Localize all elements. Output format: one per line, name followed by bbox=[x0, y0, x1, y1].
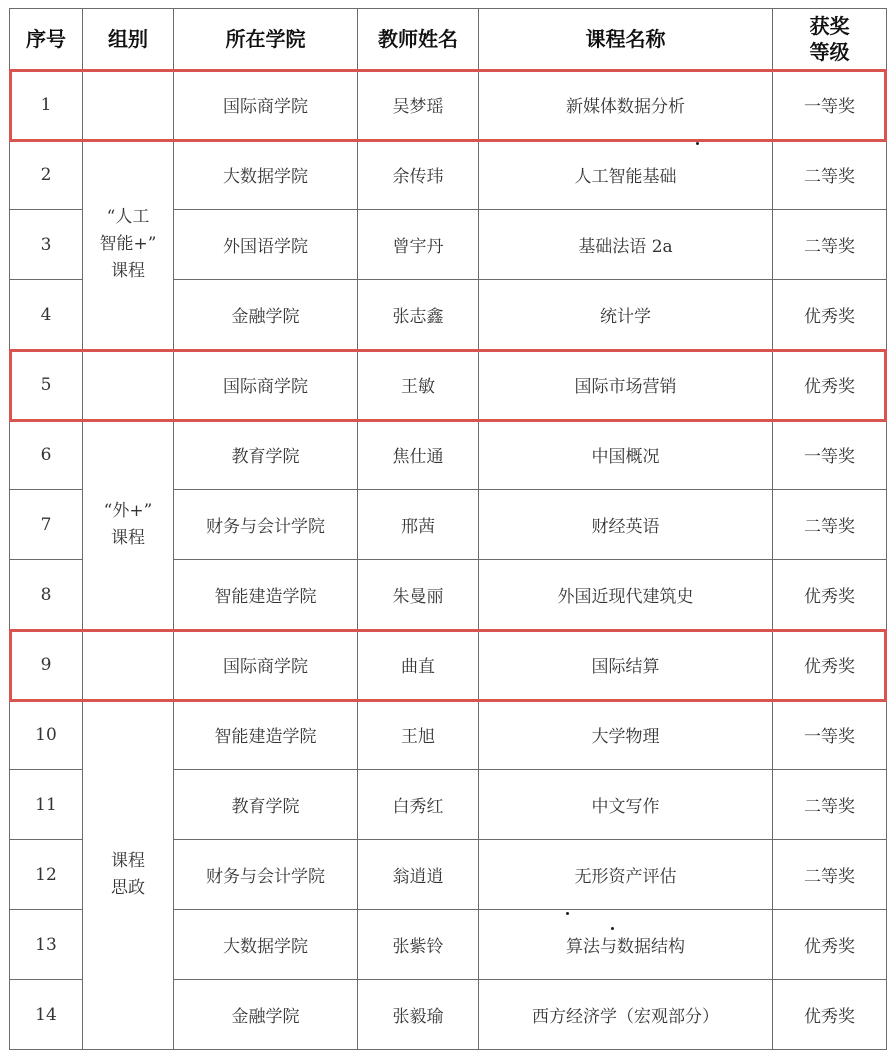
table-row bbox=[10, 350, 887, 420]
course-cell: 大学物理 bbox=[479, 700, 773, 770]
row-index: 10 bbox=[10, 700, 83, 770]
teacher-cell: 吴梦瑶 bbox=[358, 70, 479, 140]
row-index: 4 bbox=[10, 280, 83, 350]
teacher-cell: 焦仕通 bbox=[358, 420, 479, 490]
college-cell: 大数据学院 bbox=[174, 910, 358, 980]
award-cell: 优秀奖 bbox=[773, 630, 887, 700]
header-college: 所在学院 bbox=[174, 9, 358, 70]
group-cell bbox=[83, 420, 174, 630]
row-index: 3 bbox=[10, 210, 83, 280]
award-cell: 优秀奖 bbox=[773, 980, 887, 1050]
row-index: 14 bbox=[10, 980, 83, 1050]
course-cell: 财经英语 bbox=[479, 490, 773, 560]
header-row bbox=[10, 9, 887, 70]
scan-speck bbox=[566, 912, 569, 915]
award-cell: 优秀奖 bbox=[773, 350, 887, 420]
group-label: 课程 思政 bbox=[111, 850, 145, 898]
award-cell: 一等奖 bbox=[773, 700, 887, 770]
table-row bbox=[10, 70, 887, 140]
header-course: 课程名称 bbox=[479, 9, 773, 70]
course-cell: 统计学 bbox=[479, 280, 773, 350]
college-cell: 外国语学院 bbox=[174, 210, 358, 280]
course-cell: 基础法语 2a bbox=[479, 210, 773, 280]
row-index: 5 bbox=[10, 350, 83, 420]
group-cell-empty bbox=[83, 70, 174, 140]
table-row bbox=[10, 700, 887, 770]
teacher-cell: 曲直 bbox=[358, 630, 479, 700]
scan-speck bbox=[611, 927, 614, 930]
table-row bbox=[10, 420, 887, 490]
awards-table bbox=[9, 8, 887, 1050]
row-index: 2 bbox=[10, 140, 83, 210]
college-cell: 国际商学院 bbox=[174, 350, 358, 420]
row-index: 8 bbox=[10, 560, 83, 630]
row-index: 13 bbox=[10, 910, 83, 980]
award-cell: 二等奖 bbox=[773, 210, 887, 280]
teacher-cell: 曾宇丹 bbox=[358, 210, 479, 280]
award-cell: 优秀奖 bbox=[773, 910, 887, 980]
award-cell: 二等奖 bbox=[773, 840, 887, 910]
teacher-cell: 张志鑫 bbox=[358, 280, 479, 350]
teacher-cell: 王旭 bbox=[358, 700, 479, 770]
row-index: 1 bbox=[10, 70, 83, 140]
group-label: “人工 智能+” 课程 bbox=[99, 207, 157, 281]
award-cell: 优秀奖 bbox=[773, 560, 887, 630]
teacher-cell: 邢茜 bbox=[358, 490, 479, 560]
college-cell: 教育学院 bbox=[174, 420, 358, 490]
course-cell: 中文写作 bbox=[479, 770, 773, 840]
header-index: 序号 bbox=[10, 9, 83, 70]
header-teacher: 教师姓名 bbox=[358, 9, 479, 70]
college-cell: 智能建造学院 bbox=[174, 560, 358, 630]
college-cell: 国际商学院 bbox=[174, 70, 358, 140]
row-index: 6 bbox=[10, 420, 83, 490]
teacher-cell: 张毅瑜 bbox=[358, 980, 479, 1050]
award-cell: 一等奖 bbox=[773, 70, 887, 140]
teacher-cell: 王敏 bbox=[358, 350, 479, 420]
college-cell: 财务与会计学院 bbox=[174, 840, 358, 910]
award-cell: 二等奖 bbox=[773, 140, 887, 210]
college-cell: 财务与会计学院 bbox=[174, 490, 358, 560]
course-cell: 西方经济学（宏观部分） bbox=[479, 980, 773, 1050]
course-cell: 国际结算 bbox=[479, 630, 773, 700]
college-cell: 智能建造学院 bbox=[174, 700, 358, 770]
header-award-text: 获奖 等级 bbox=[809, 14, 850, 64]
course-cell: 国际市场营销 bbox=[479, 350, 773, 420]
course-cell: 无形资产评估 bbox=[479, 840, 773, 910]
college-cell: 大数据学院 bbox=[174, 140, 358, 210]
teacher-cell: 张紫铃 bbox=[358, 910, 479, 980]
row-index: 12 bbox=[10, 840, 83, 910]
college-cell: 金融学院 bbox=[174, 280, 358, 350]
teacher-cell: 翁逍逍 bbox=[358, 840, 479, 910]
row-index: 11 bbox=[10, 770, 83, 840]
header-group: 组别 bbox=[83, 9, 174, 70]
teacher-cell: 朱曼丽 bbox=[358, 560, 479, 630]
award-cell: 二等奖 bbox=[773, 770, 887, 840]
teacher-cell: 白秀红 bbox=[358, 770, 479, 840]
course-cell: 外国近现代建筑史 bbox=[479, 560, 773, 630]
award-cell: 优秀奖 bbox=[773, 280, 887, 350]
row-index: 7 bbox=[10, 490, 83, 560]
group-cell-empty bbox=[83, 630, 174, 700]
course-cell: 中国概况 bbox=[479, 420, 773, 490]
group-cell bbox=[83, 140, 174, 350]
award-cell: 一等奖 bbox=[773, 420, 887, 490]
scan-speck bbox=[696, 142, 699, 145]
college-cell: 金融学院 bbox=[174, 980, 358, 1050]
table-row bbox=[10, 140, 887, 210]
header-award bbox=[773, 9, 887, 70]
teacher-cell: 余传玮 bbox=[358, 140, 479, 210]
course-cell: 新媒体数据分析 bbox=[479, 70, 773, 140]
course-cell: 人工智能基础 bbox=[479, 140, 773, 210]
college-cell: 教育学院 bbox=[174, 770, 358, 840]
row-index: 9 bbox=[10, 630, 83, 700]
group-cell bbox=[83, 700, 174, 1050]
college-cell: 国际商学院 bbox=[174, 630, 358, 700]
group-label: “外+” 课程 bbox=[103, 500, 153, 548]
group-cell-empty bbox=[83, 350, 174, 420]
award-cell: 二等奖 bbox=[773, 490, 887, 560]
course-cell: 算法与数据结构 bbox=[479, 910, 773, 980]
table-row bbox=[10, 630, 887, 700]
